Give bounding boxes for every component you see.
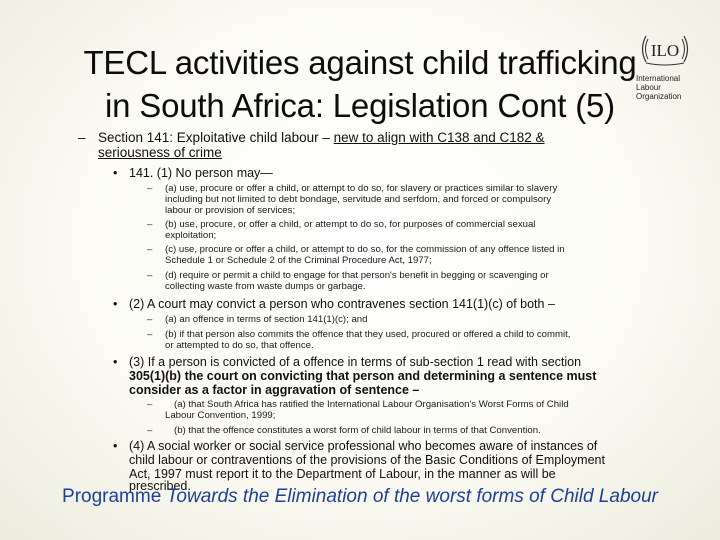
bullet-4-line-4: prescribed.	[129, 479, 191, 493]
footer-programme-title	[0, 486, 720, 508]
subitem-dash: –	[147, 314, 153, 325]
subitem-1a-line-2: including but not limited to debt bondage, servitude and serfdom, and forced or compulsory	[165, 194, 552, 205]
slide-title-line-2: in South Africa: Legislation Cont (5)	[105, 87, 615, 124]
subitem-1d-line-2: collecting waste from waste dumps or garbage.	[165, 281, 366, 292]
ilo-logo-line-3: Organization	[636, 92, 682, 101]
subitem-dash: –	[147, 425, 153, 436]
bullet-icon: •	[113, 297, 118, 311]
bullet-1-text: 141. (1) No person may—	[129, 166, 273, 180]
bullet-3-line-2: 305(1)(b) the court on convicting that person and determining a sentence must	[129, 369, 597, 383]
subitem-dash: –	[147, 399, 153, 410]
bullet-4-line-1: (4) A social worker or social service professional who becomes aware of instances of	[129, 439, 598, 453]
section-dash: –	[78, 130, 86, 145]
subitem-1d-line-1: (d) require or permit a child to engage for that person's benefit in begging or scavenging or	[165, 270, 549, 281]
bullet-4-line-3: Act, 1997 must report it to the Department of Labour, in the manner as will be	[129, 467, 556, 481]
bullet-2-text: (2) A court may convict a person who contravenes section 141(1)(c) of both –	[129, 297, 555, 311]
subitem-1b-line-1: (b) use, procure, or offer a child, or attempt to do so, for purposes of commercial sexual	[165, 219, 536, 230]
ilo-emblem-text: ILO	[650, 41, 680, 60]
subitem-dash: –	[147, 219, 153, 230]
subitem-1b-line-2: exploitation;	[165, 230, 217, 241]
bullet-4-line-2: child labour or contraventions of the provisions of the Basic Conditions of Employment	[129, 453, 605, 467]
subitem-3a-line-2: Labour Convention, 1999;	[165, 410, 276, 421]
footer-word-programme: Programme	[62, 486, 162, 507]
subitem-1a-line-1: (a) use, procure or offer a child, or attempt to do so, for slavery or practices similar to slavery	[165, 183, 558, 194]
subitem-dash: –	[147, 270, 153, 281]
section-title-prefix: Section 141: Exploitative child labour –	[98, 130, 334, 145]
subitem-2b-line-1: (b) if that person also commits the offence that they used, procured or offered a child to commit,	[165, 329, 571, 340]
ilo-emblem-icon	[636, 32, 694, 66]
subitem-dash: –	[147, 329, 153, 340]
section-line-2: seriousness of crime	[98, 145, 222, 160]
subitem-2a-line-1: (a) an offence in terms of section 141(1)(c); and	[165, 314, 368, 325]
bullet-3-line-3: consider as a factor in aggravation of sentence –	[129, 383, 420, 397]
bullet-icon: •	[113, 355, 118, 369]
subitem-3a-line-1: (a) that South Africa has ratified the International Labour Organisation's Worst Forms of Child	[174, 399, 569, 410]
slide-title-line-1: TECL activities against child trafficking	[83, 44, 637, 81]
subitem-1c-line-1: (c) use, procure or offer a child, or attempt to do so, for the commission of any offence listed in	[165, 244, 565, 255]
bullet-icon: •	[113, 439, 118, 453]
section-line-1	[98, 131, 545, 145]
subitem-3b-line-1: (b) that the offence constitutes a worst form of child labour in terms of that Convention.	[174, 425, 541, 436]
section-title-underlined: new to align with C138 and C182 &	[333, 130, 545, 145]
subitem-1c-line-2: Schedule 1 or Schedule 2 of the Criminal Procedure Act, 1977;	[165, 255, 432, 266]
ilo-logo	[632, 30, 716, 114]
bullet-icon: •	[113, 166, 118, 180]
ilo-logo-line-2: Labour	[636, 83, 661, 92]
subitem-2b-line-2: or attempted to do so, that offence.	[165, 340, 314, 351]
subitem-dash: –	[147, 183, 153, 194]
ilo-logo-line-1: International	[636, 74, 681, 83]
bullet-3-line-1: (3) If a person is convicted of a offence in terms of sub-section 1 read with section	[129, 355, 582, 369]
subitem-dash: –	[147, 244, 153, 255]
subitem-1a-line-3: labour or provision of services;	[165, 205, 296, 216]
footer-rest: Towards the Elimination of the worst forms of Child Labour	[161, 486, 658, 507]
